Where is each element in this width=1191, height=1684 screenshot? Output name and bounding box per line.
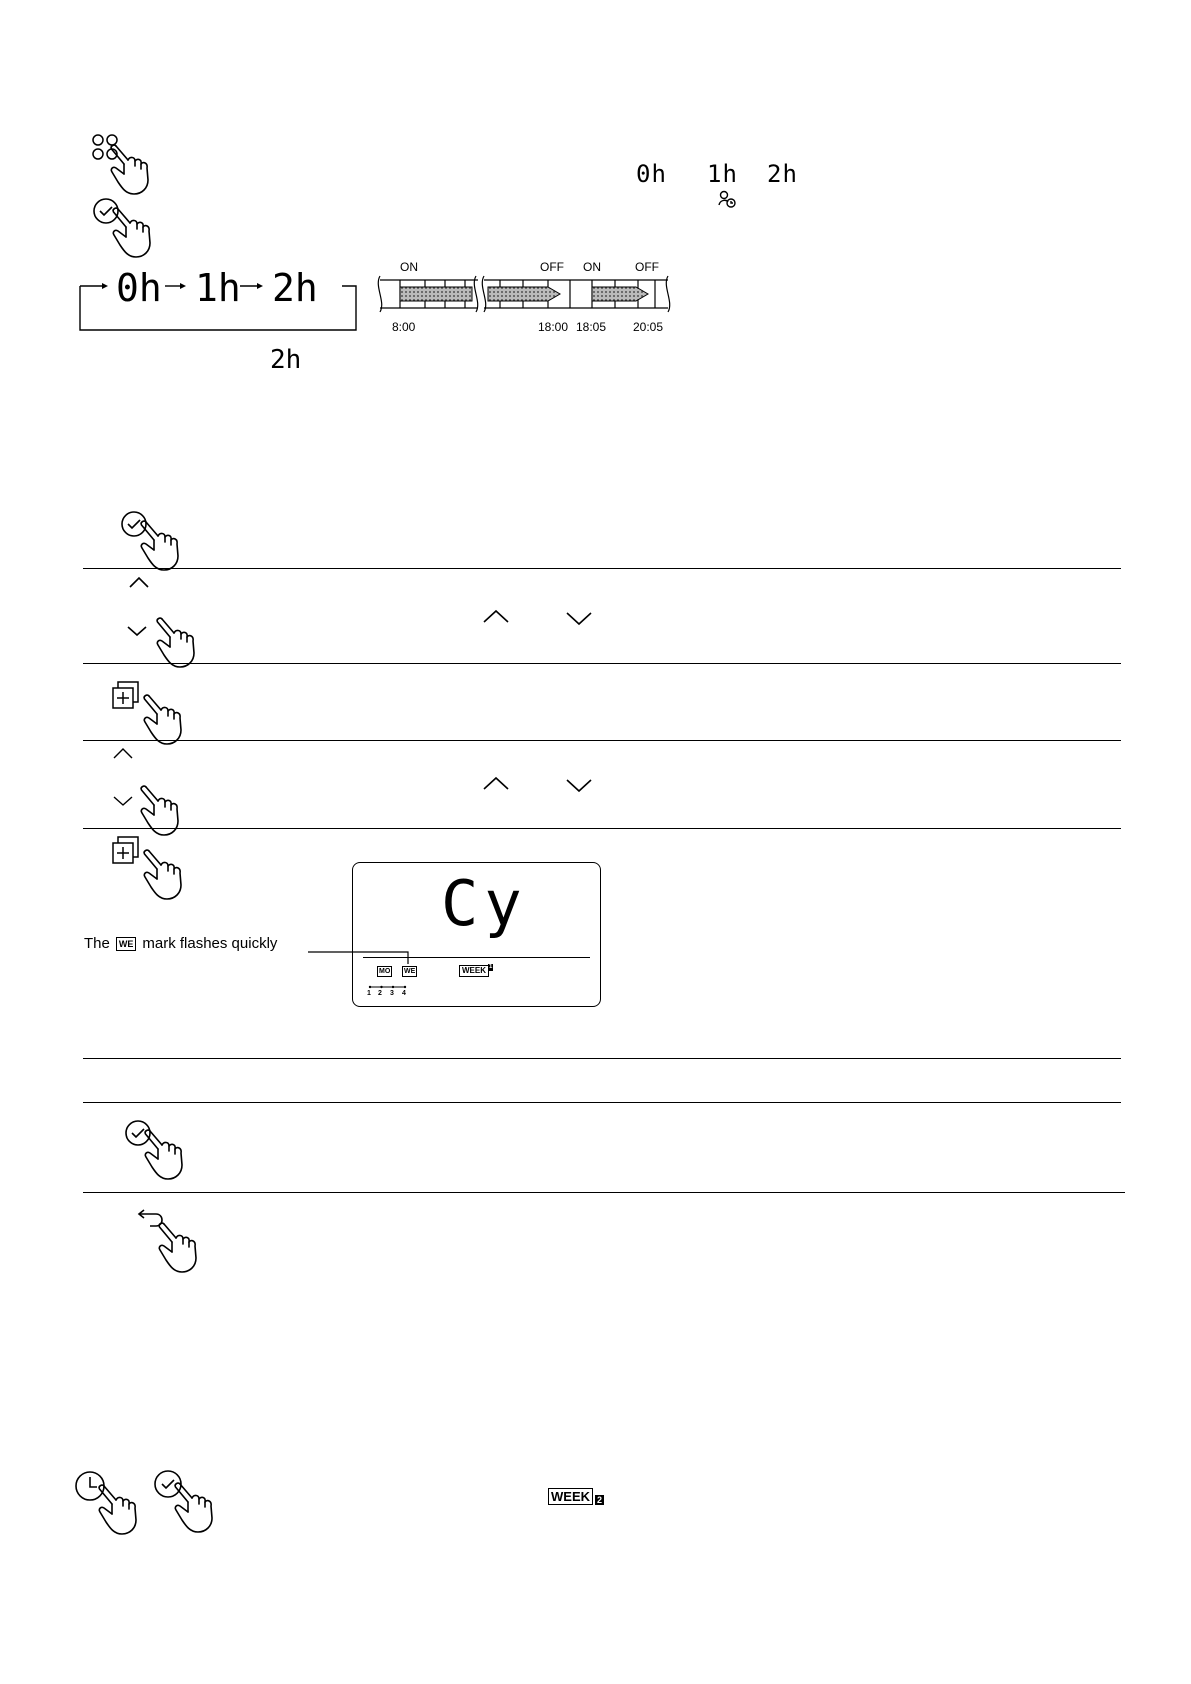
cycle-result-display: 2h [270,345,302,375]
chevron-up-icon [114,749,132,758]
cycle-display-2h: 2h [272,266,318,310]
callout-text [84,935,277,952]
week-index-badge-bottom: 2 [597,1495,603,1505]
lcd-panel [352,862,601,1007]
timeline-time-4: 20:05 [633,320,664,334]
cycle-display-0h: 0h [116,266,162,310]
menu-button-illustration [90,132,170,198]
step-confirm-illustration-2 [122,1117,202,1181]
check-circle-icon [122,1117,202,1181]
week-index-badge: 1 [489,964,493,970]
scale-tick-1: 1 [367,990,371,997]
chevron-down-icon [128,627,146,635]
callout-suffix: mark flashes quickly [142,935,278,952]
week-2-indicator [548,1488,604,1505]
timeline-label-off-1: OFF [540,260,564,274]
confirm-button-illustration [90,195,170,261]
table-divider [83,740,1121,741]
timeline-time-3: 18:05 [576,320,607,334]
clock-confirm-illustration [72,1468,232,1538]
table-divider [83,1192,1125,1193]
inline-display-0h: 0h [636,160,667,188]
timeline-time-2: 18:00 [538,320,569,334]
grid-menu-icon [90,132,170,198]
scale-tick-3: 3 [390,990,394,997]
mo-mark-badge: MO [379,968,391,975]
lcd-divider [363,957,590,958]
timeline-time-1: 8:00 [392,320,416,334]
timeline-label-off-2: OFF [635,260,659,274]
week-badge-bottom: WEEK [548,1488,593,1505]
inline-display-1h: 1h [707,160,738,188]
scale-tick-2: 2 [378,990,382,997]
add-square-icon [113,680,193,746]
person-timer-icon [718,190,738,215]
table-divider [83,828,1121,829]
step-updown-illustration [126,575,206,661]
table-divider [83,1058,1121,1059]
chevron-down-icon [565,777,593,798]
cycle-display-1h: 1h [195,266,241,310]
step-confirm-illustration [118,508,198,572]
step-add-illustration [113,680,193,746]
step-back-illustration [136,1208,216,1278]
timeline-label-on-2: ON [583,260,601,274]
step-updown-illustration-2 [112,745,192,831]
timeline-label-on-1: ON [400,260,418,274]
timeline-diagram [380,258,680,338]
chevron-up-icon [130,578,148,587]
check-circle-icon [118,508,198,572]
step-add-illustration-2 [113,835,193,901]
we-mark-badge: WE [116,937,137,951]
chevron-down-icon [565,610,593,631]
scale-tick-4: 4 [402,990,406,997]
check-circle-icon [90,195,170,261]
table-divider [83,663,1121,664]
back-arrow-icon [136,1208,216,1278]
week-badge: WEEK [459,965,489,977]
chevron-down-icon [114,797,132,805]
cycle-diagram [80,266,360,332]
chevron-up-icon [482,608,510,629]
lcd-display-text: Cy [441,867,528,940]
callout-prefix: The [84,935,110,952]
we-mark-badge-lcd: WE [404,968,416,975]
table-divider [83,568,1121,569]
inline-display-2h: 2h [767,160,798,188]
chevron-up-icon [482,775,510,796]
table-divider [83,1102,1121,1103]
add-square-icon [113,835,193,901]
